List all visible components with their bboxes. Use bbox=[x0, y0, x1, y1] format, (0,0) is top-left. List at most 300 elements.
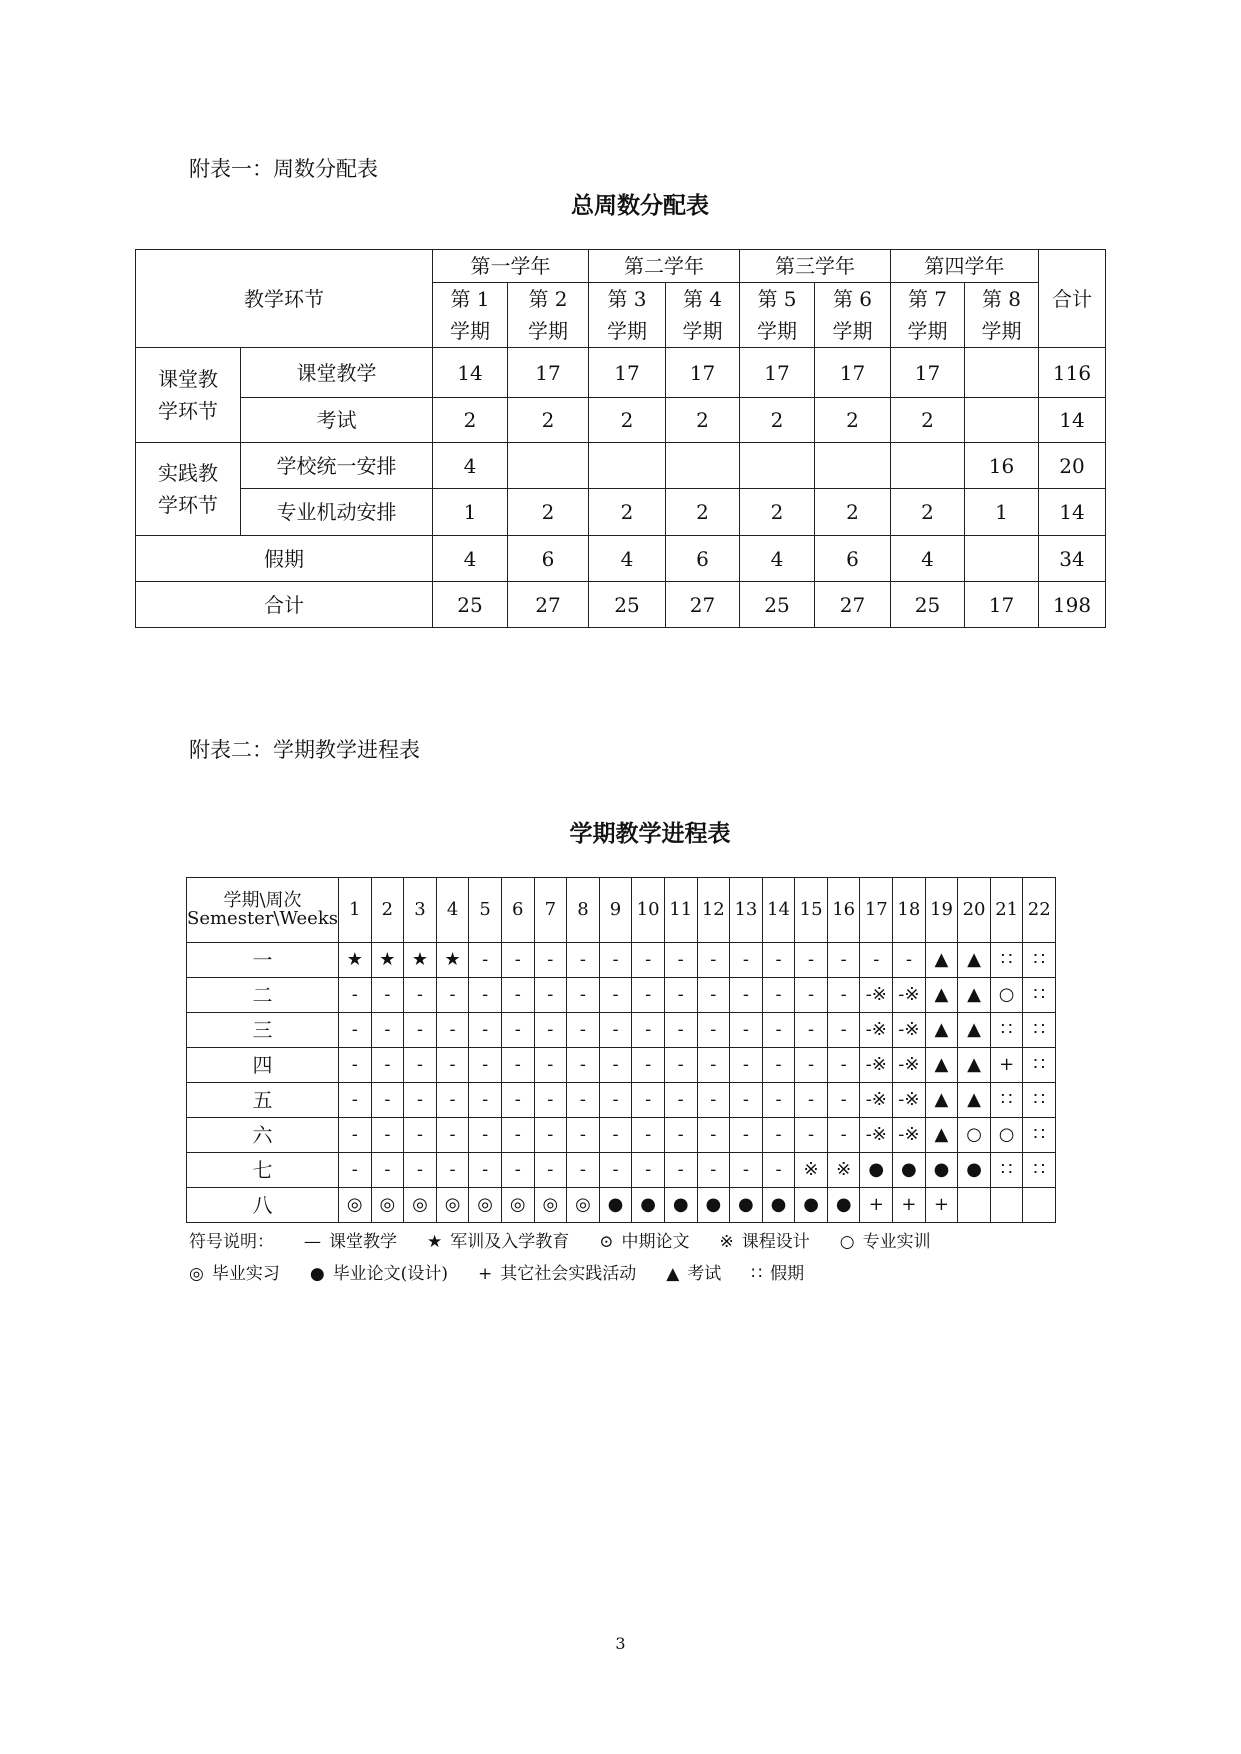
row-label: 课堂教学 bbox=[241, 348, 433, 398]
value-cell: 2 bbox=[740, 398, 815, 443]
value-cell bbox=[740, 443, 815, 489]
legend-symbol: ○ bbox=[839, 1232, 855, 1252]
week-cell: - bbox=[827, 1118, 860, 1153]
value-cell: 1 bbox=[965, 489, 1039, 536]
table-row bbox=[136, 443, 1106, 489]
week-header: 8 bbox=[567, 878, 600, 943]
week-cell: - bbox=[795, 978, 828, 1013]
week-cell: - bbox=[534, 1118, 567, 1153]
week-cell: - bbox=[632, 1048, 665, 1083]
week-cell: ∷ bbox=[1023, 1153, 1056, 1188]
week-cell: - bbox=[762, 1083, 795, 1118]
week-cell: ★ bbox=[404, 943, 437, 978]
week-cell: - bbox=[371, 1118, 404, 1153]
week-cell: - bbox=[436, 1013, 469, 1048]
week-cell: - bbox=[697, 978, 730, 1013]
week-cell: - bbox=[730, 1013, 763, 1048]
value-cell: 6 bbox=[508, 536, 589, 582]
week-cell: - bbox=[827, 1048, 860, 1083]
week-cell: ● bbox=[827, 1188, 860, 1223]
week-cell: ※ bbox=[795, 1153, 828, 1188]
week-cell: - bbox=[534, 943, 567, 978]
week-cell: - bbox=[730, 1153, 763, 1188]
week-cell: - bbox=[469, 978, 502, 1013]
value-cell: 17 bbox=[965, 582, 1039, 628]
week-cell: - bbox=[567, 1013, 600, 1048]
value-cell: 2 bbox=[666, 398, 740, 443]
week-header: 3 bbox=[404, 878, 437, 943]
value-cell: 25 bbox=[740, 582, 815, 628]
week-cell: ◎ bbox=[567, 1188, 600, 1223]
week-cell: -※ bbox=[860, 1083, 893, 1118]
corner-header: 教学环节 bbox=[136, 250, 433, 348]
week-cell: - bbox=[632, 1153, 665, 1188]
week-cell: - bbox=[501, 1118, 534, 1153]
week-cell: - bbox=[501, 1048, 534, 1083]
week-cell: ○ bbox=[958, 1118, 991, 1153]
legend-item bbox=[751, 1258, 804, 1290]
week-cell: - bbox=[501, 1083, 534, 1118]
week-header: 22 bbox=[1023, 878, 1056, 943]
value-cell: 6 bbox=[666, 536, 740, 582]
week-cell: - bbox=[762, 1048, 795, 1083]
week-cell: - bbox=[632, 1118, 665, 1153]
row-total: 198 bbox=[1039, 582, 1106, 628]
table-row bbox=[187, 1048, 1056, 1083]
legend-text: 课程设计 bbox=[741, 1232, 810, 1252]
semester-label: 二 bbox=[187, 978, 339, 1013]
value-cell: 6 bbox=[815, 536, 891, 582]
week-cell: ▲ bbox=[958, 943, 991, 978]
value-cell: 27 bbox=[508, 582, 589, 628]
week-cell: - bbox=[730, 943, 763, 978]
week-cell: ◎ bbox=[469, 1188, 502, 1223]
week-cell: - bbox=[534, 978, 567, 1013]
week-cell: - bbox=[371, 1013, 404, 1048]
row-total: 116 bbox=[1039, 348, 1106, 398]
year-header: 第三学年 bbox=[740, 250, 891, 283]
week-cell: - bbox=[469, 943, 502, 978]
value-cell: 1 bbox=[433, 489, 508, 536]
semester-label: 一 bbox=[187, 943, 339, 978]
week-cell: -※ bbox=[893, 1083, 926, 1118]
term-header: 第 5 学期 bbox=[740, 283, 815, 348]
week-header: 13 bbox=[730, 878, 763, 943]
week-header: 18 bbox=[893, 878, 926, 943]
year-header: 第二学年 bbox=[589, 250, 740, 283]
week-cell: - bbox=[338, 1013, 371, 1048]
table-row bbox=[187, 943, 1056, 978]
week-cell: - bbox=[795, 1013, 828, 1048]
week-cell: ▲ bbox=[925, 943, 958, 978]
week-cell: ▲ bbox=[958, 978, 991, 1013]
week-cell: ▲ bbox=[925, 1083, 958, 1118]
value-cell bbox=[508, 443, 589, 489]
corner-header: 学期\周次 Semester\Weeks bbox=[187, 878, 339, 943]
term-header: 第 1 学期 bbox=[433, 283, 508, 348]
week-cell: - bbox=[893, 943, 926, 978]
week-cell: - bbox=[567, 978, 600, 1013]
week-cell: - bbox=[730, 1048, 763, 1083]
legend-item bbox=[427, 1226, 569, 1258]
week-cell: - bbox=[599, 1083, 632, 1118]
week-cell: - bbox=[664, 1013, 697, 1048]
week-cell: - bbox=[599, 1118, 632, 1153]
semester-progress-table bbox=[186, 877, 1056, 1223]
week-cell: -※ bbox=[860, 1048, 893, 1083]
week-cell: ● bbox=[795, 1188, 828, 1223]
week-header: 12 bbox=[697, 878, 730, 943]
week-cell: - bbox=[469, 1083, 502, 1118]
week-cell: ◎ bbox=[436, 1188, 469, 1223]
week-cell: - bbox=[534, 1013, 567, 1048]
value-cell: 2 bbox=[891, 398, 965, 443]
value-cell: 16 bbox=[965, 443, 1039, 489]
week-cell: - bbox=[469, 1153, 502, 1188]
row-label: 专业机动安排 bbox=[241, 489, 433, 536]
week-cell: + bbox=[893, 1188, 926, 1223]
table-row bbox=[187, 1083, 1056, 1118]
legend-item bbox=[478, 1258, 636, 1290]
week-cell: - bbox=[599, 943, 632, 978]
week-cell: - bbox=[697, 1153, 730, 1188]
week-cell: - bbox=[534, 1083, 567, 1118]
week-cell: - bbox=[697, 1048, 730, 1083]
legend-text: 毕业论文(设计) bbox=[332, 1264, 448, 1284]
legend-symbol: ◎ bbox=[189, 1264, 204, 1284]
week-cell: ● bbox=[664, 1188, 697, 1223]
week-cell: - bbox=[567, 1048, 600, 1083]
value-cell: 4 bbox=[891, 536, 965, 582]
week-allocation-table bbox=[135, 249, 1106, 628]
value-cell: 14 bbox=[433, 348, 508, 398]
week-cell: - bbox=[664, 1083, 697, 1118]
year-header: 第四学年 bbox=[891, 250, 1039, 283]
week-cell: ● bbox=[958, 1153, 991, 1188]
legend-item bbox=[310, 1258, 448, 1290]
week-cell: ▲ bbox=[958, 1013, 991, 1048]
group-label: 实践教 学环节 bbox=[136, 443, 241, 536]
table-row bbox=[136, 582, 1106, 628]
week-cell: - bbox=[436, 1048, 469, 1083]
legend-symbol: ★ bbox=[427, 1232, 443, 1252]
week-cell: - bbox=[730, 1118, 763, 1153]
legend-item bbox=[720, 1226, 810, 1258]
value-cell: 2 bbox=[433, 398, 508, 443]
value-cell bbox=[965, 536, 1039, 582]
table-row bbox=[187, 1153, 1056, 1188]
value-cell: 27 bbox=[815, 582, 891, 628]
week-cell: - bbox=[664, 1153, 697, 1188]
value-cell: 2 bbox=[666, 489, 740, 536]
row-label: 合计 bbox=[136, 582, 433, 628]
week-cell: ▲ bbox=[958, 1048, 991, 1083]
week-cell: - bbox=[795, 943, 828, 978]
table-2-title: 学期教学进程表 bbox=[569, 821, 731, 847]
value-cell: 17 bbox=[891, 348, 965, 398]
table-row bbox=[136, 398, 1106, 443]
row-label: 学校统一安排 bbox=[241, 443, 433, 489]
value-cell: 25 bbox=[433, 582, 508, 628]
value-cell bbox=[965, 398, 1039, 443]
week-cell: ★ bbox=[338, 943, 371, 978]
week-cell: ▲ bbox=[925, 1048, 958, 1083]
week-cell: - bbox=[762, 943, 795, 978]
week-cell: - bbox=[567, 1153, 600, 1188]
legend-text: 考试 bbox=[687, 1264, 722, 1284]
week-cell: -※ bbox=[860, 1013, 893, 1048]
week-cell: ∷ bbox=[990, 1083, 1023, 1118]
page-number: 3 bbox=[615, 1634, 626, 1653]
week-cell: - bbox=[599, 1048, 632, 1083]
week-header: 9 bbox=[599, 878, 632, 943]
value-cell: 17 bbox=[815, 348, 891, 398]
table-row bbox=[187, 1188, 1056, 1223]
week-cell: - bbox=[371, 978, 404, 1013]
table-row bbox=[136, 348, 1106, 398]
week-cell: - bbox=[599, 1153, 632, 1188]
semester-label: 四 bbox=[187, 1048, 339, 1083]
week-cell: - bbox=[827, 1013, 860, 1048]
table-1-title: 总周数分配表 bbox=[571, 193, 709, 219]
week-cell: - bbox=[827, 978, 860, 1013]
legend-item bbox=[599, 1226, 689, 1258]
week-header: 4 bbox=[436, 878, 469, 943]
week-cell: - bbox=[762, 1013, 795, 1048]
value-cell: 17 bbox=[508, 348, 589, 398]
week-cell: ▲ bbox=[925, 978, 958, 1013]
legend-symbol: — bbox=[304, 1232, 321, 1252]
semester-label: 三 bbox=[187, 1013, 339, 1048]
value-cell: 17 bbox=[589, 348, 666, 398]
value-cell bbox=[666, 443, 740, 489]
week-cell: - bbox=[436, 1153, 469, 1188]
week-cell: - bbox=[697, 1013, 730, 1048]
week-cell: ∷ bbox=[1023, 1048, 1056, 1083]
week-cell: - bbox=[762, 1153, 795, 1188]
term-header: 第 3 学期 bbox=[589, 283, 666, 348]
week-cell: -※ bbox=[893, 978, 926, 1013]
week-cell: ◎ bbox=[338, 1188, 371, 1223]
week-cell: - bbox=[730, 978, 763, 1013]
week-header: 17 bbox=[860, 878, 893, 943]
symbol-legend bbox=[189, 1226, 1069, 1290]
week-cell: - bbox=[632, 978, 665, 1013]
week-cell: - bbox=[436, 1083, 469, 1118]
week-cell: - bbox=[762, 978, 795, 1013]
week-cell: -※ bbox=[860, 978, 893, 1013]
value-cell: 2 bbox=[891, 489, 965, 536]
legend-item bbox=[666, 1258, 721, 1290]
week-header: 1 bbox=[338, 878, 371, 943]
week-cell: - bbox=[404, 1083, 437, 1118]
row-total: 34 bbox=[1039, 536, 1106, 582]
week-cell: - bbox=[501, 1153, 534, 1188]
value-cell: 4 bbox=[740, 536, 815, 582]
row-total: 14 bbox=[1039, 398, 1106, 443]
week-cell: ▲ bbox=[925, 1118, 958, 1153]
week-cell: ∷ bbox=[990, 1013, 1023, 1048]
week-cell: - bbox=[371, 1048, 404, 1083]
week-cell: ○ bbox=[990, 978, 1023, 1013]
legend-item bbox=[189, 1258, 280, 1290]
week-cell: - bbox=[567, 943, 600, 978]
week-cell: ● bbox=[730, 1188, 763, 1223]
legend-text: 其它社会实践活动 bbox=[500, 1264, 637, 1284]
week-cell: ∷ bbox=[990, 943, 1023, 978]
week-cell: - bbox=[501, 1013, 534, 1048]
value-cell: 17 bbox=[740, 348, 815, 398]
week-cell: ● bbox=[697, 1188, 730, 1223]
week-cell: - bbox=[599, 978, 632, 1013]
legend-symbol: ∷ bbox=[751, 1264, 763, 1284]
legend-text: 假期 bbox=[770, 1264, 805, 1284]
week-cell: ★ bbox=[371, 943, 404, 978]
week-cell: -※ bbox=[893, 1048, 926, 1083]
term-header: 第 6 学期 bbox=[815, 283, 891, 348]
week-cell: - bbox=[567, 1118, 600, 1153]
row-total: 14 bbox=[1039, 489, 1106, 536]
week-cell: ● bbox=[632, 1188, 665, 1223]
week-cell: - bbox=[664, 978, 697, 1013]
value-cell: 2 bbox=[589, 398, 666, 443]
total-header: 合计 bbox=[1039, 250, 1106, 348]
week-cell: ◎ bbox=[501, 1188, 534, 1223]
legend-text: 军训及入学教育 bbox=[450, 1232, 570, 1252]
week-cell: - bbox=[404, 978, 437, 1013]
value-cell: 2 bbox=[740, 489, 815, 536]
semester-label: 八 bbox=[187, 1188, 339, 1223]
week-header: 6 bbox=[501, 878, 534, 943]
week-cell bbox=[990, 1188, 1023, 1223]
week-header: 15 bbox=[795, 878, 828, 943]
table-row bbox=[136, 489, 1106, 536]
term-header: 第 8 学期 bbox=[965, 283, 1039, 348]
week-cell: - bbox=[469, 1013, 502, 1048]
legend-symbol: ⊙ bbox=[599, 1232, 614, 1252]
legend-text: 中期论文 bbox=[621, 1232, 690, 1252]
week-cell: - bbox=[534, 1048, 567, 1083]
value-cell: 25 bbox=[891, 582, 965, 628]
week-cell: ● bbox=[762, 1188, 795, 1223]
week-cell: - bbox=[436, 1118, 469, 1153]
row-total: 20 bbox=[1039, 443, 1106, 489]
week-cell: - bbox=[404, 1048, 437, 1083]
value-cell: 4 bbox=[433, 536, 508, 582]
week-cell: + bbox=[990, 1048, 1023, 1083]
row-label: 考试 bbox=[241, 398, 433, 443]
value-cell: 27 bbox=[666, 582, 740, 628]
legend-item bbox=[840, 1226, 931, 1258]
legend-text: 毕业实习 bbox=[211, 1264, 280, 1284]
value-cell bbox=[965, 348, 1039, 398]
value-cell: 2 bbox=[589, 489, 666, 536]
week-header: 11 bbox=[664, 878, 697, 943]
week-cell: ◎ bbox=[371, 1188, 404, 1223]
week-cell: ◎ bbox=[404, 1188, 437, 1223]
week-cell: - bbox=[501, 978, 534, 1013]
week-cell: - bbox=[827, 943, 860, 978]
value-cell: 2 bbox=[508, 489, 589, 536]
value-cell: 2 bbox=[815, 398, 891, 443]
week-cell: ∷ bbox=[1023, 978, 1056, 1013]
value-cell bbox=[815, 443, 891, 489]
week-cell: ∷ bbox=[1023, 1083, 1056, 1118]
week-cell: ▲ bbox=[925, 1013, 958, 1048]
legend-text: 专业实训 bbox=[862, 1232, 931, 1252]
value-cell bbox=[891, 443, 965, 489]
week-cell: - bbox=[827, 1083, 860, 1118]
week-cell: - bbox=[860, 943, 893, 978]
legend-symbol: ▲ bbox=[666, 1264, 680, 1284]
value-cell: 2 bbox=[508, 398, 589, 443]
week-cell: - bbox=[795, 1083, 828, 1118]
week-header: 10 bbox=[632, 878, 665, 943]
appendix-1-label: 附表一：周数分配表 bbox=[189, 157, 378, 181]
week-header: 16 bbox=[827, 878, 860, 943]
legend-text: 课堂教学 bbox=[329, 1232, 397, 1252]
week-cell: - bbox=[338, 1153, 371, 1188]
week-cell bbox=[1023, 1188, 1056, 1223]
week-cell: ∷ bbox=[1023, 1118, 1056, 1153]
legend-item bbox=[304, 1226, 397, 1258]
legend-symbol: ※ bbox=[719, 1232, 734, 1252]
week-cell: - bbox=[795, 1048, 828, 1083]
value-cell: 2 bbox=[815, 489, 891, 536]
week-header: 14 bbox=[762, 878, 795, 943]
week-cell: + bbox=[860, 1188, 893, 1223]
legend-symbol: + bbox=[477, 1264, 493, 1284]
week-cell: ※ bbox=[827, 1153, 860, 1188]
year-header: 第一学年 bbox=[433, 250, 589, 283]
week-cell: - bbox=[795, 1118, 828, 1153]
week-header: 5 bbox=[469, 878, 502, 943]
semester-label: 五 bbox=[187, 1083, 339, 1118]
week-cell: - bbox=[697, 1118, 730, 1153]
week-cell: - bbox=[632, 943, 665, 978]
week-cell: ∷ bbox=[1023, 1013, 1056, 1048]
week-cell: - bbox=[436, 978, 469, 1013]
week-cell: - bbox=[730, 1083, 763, 1118]
week-cell: - bbox=[599, 1013, 632, 1048]
week-cell: - bbox=[338, 1048, 371, 1083]
week-cell: -※ bbox=[860, 1118, 893, 1153]
value-cell: 4 bbox=[589, 536, 666, 582]
week-cell: - bbox=[632, 1013, 665, 1048]
term-header: 第 2 学期 bbox=[508, 283, 589, 348]
week-cell: ● bbox=[599, 1188, 632, 1223]
week-cell: ● bbox=[893, 1153, 926, 1188]
table-row bbox=[187, 1118, 1056, 1153]
semester-label: 六 bbox=[187, 1118, 339, 1153]
week-cell: - bbox=[664, 943, 697, 978]
week-cell: - bbox=[762, 1118, 795, 1153]
week-cell: ∷ bbox=[1023, 943, 1056, 978]
week-cell: - bbox=[404, 1153, 437, 1188]
table-row bbox=[187, 978, 1056, 1013]
week-cell: ● bbox=[860, 1153, 893, 1188]
week-cell: - bbox=[632, 1083, 665, 1118]
semester-label: 七 bbox=[187, 1153, 339, 1188]
week-cell: ▲ bbox=[958, 1083, 991, 1118]
week-cell: - bbox=[664, 1048, 697, 1083]
table-row bbox=[187, 1013, 1056, 1048]
value-cell: 25 bbox=[589, 582, 666, 628]
week-cell: - bbox=[338, 978, 371, 1013]
week-cell: ○ bbox=[990, 1118, 1023, 1153]
week-cell: ★ bbox=[436, 943, 469, 978]
week-cell: ◎ bbox=[534, 1188, 567, 1223]
